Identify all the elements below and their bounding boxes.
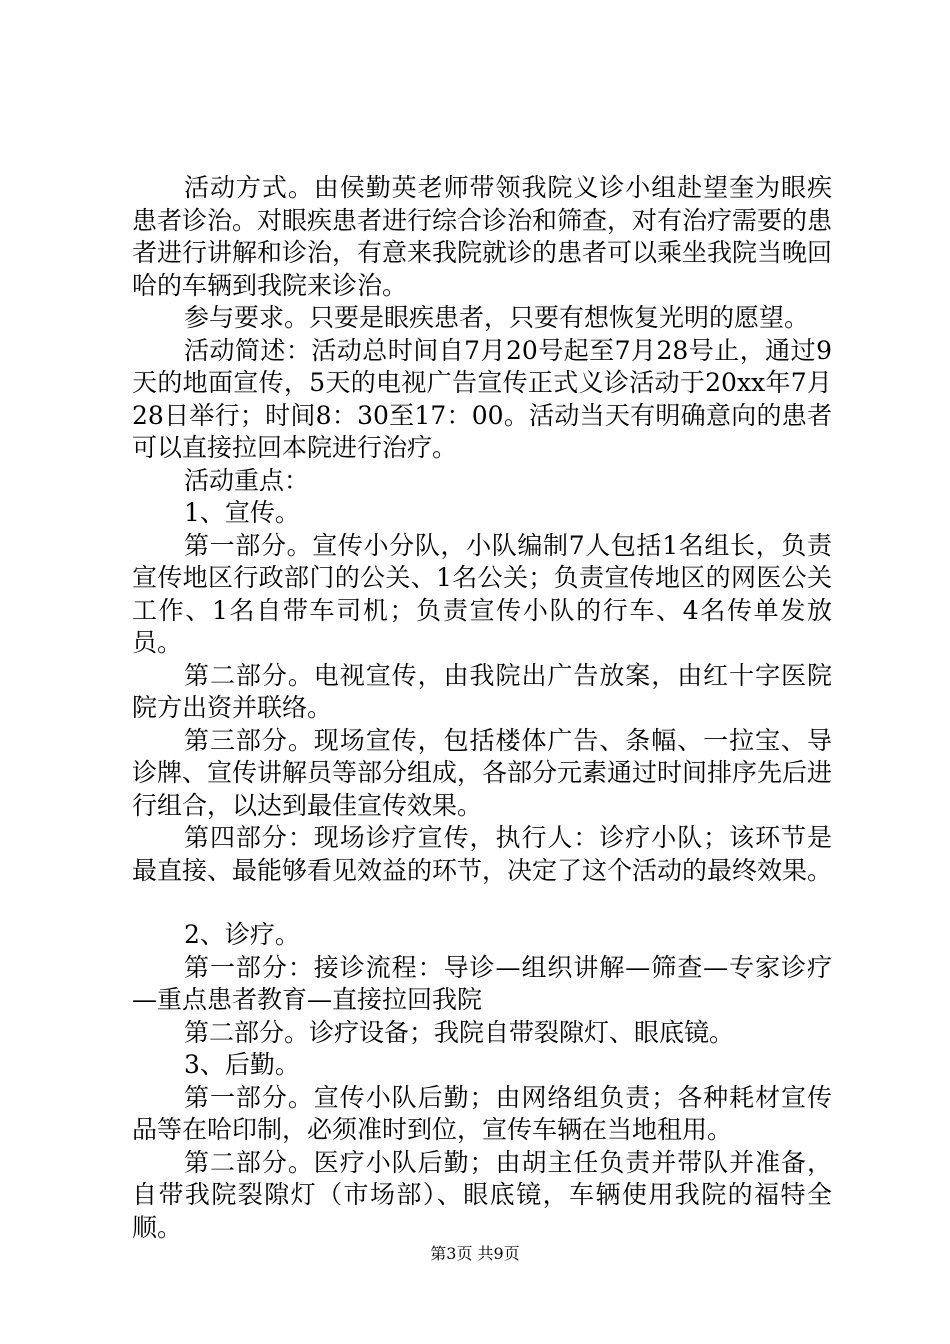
paragraph-publicity-part-2: 第二部分。电视宣传，由我院出广告放案，由红十字医院院方出资并联络。 [132,660,832,722]
paragraph-diagnosis-part-2: 第二部分。诊疗设备；我院自带裂隙灯、眼底镜。 [184,1017,735,1047]
paragraph-activity-focus: 活动重点： [184,465,310,495]
paragraph-publicity-part-4: 第四部分：现场诊疗宣传，执行人：诊疗小队；该环节是最直接、最能够看见效益的环节，决定了这个活动的最终效果。 [132,823,833,885]
heading-diagnosis: 2、诊疗。 [184,920,300,949]
paragraph-activity-summary: 活动简述：活动总时间自7月20号起至7月28号止，通过9天的地面宣传，5天的电视广告宣传正式义诊活动于20xx年7月28日举行；时间8：30至17：00。活动当天有明确意向的患者可以直接拉回本院进行治疗。 [132,335,832,462]
blank-line [132,887,832,919]
paragraph-participation-requirement: 参与要求。只要是眼疾患者，只要有想恢复光明的愿望。 [184,303,810,332]
heading-logistics: 3、后勤。 [184,1050,300,1079]
heading-publicity: 1、宣传。 [184,498,300,527]
paragraph-publicity-part-1: 第一部分。宣传小分队，小队编制7人包括1名组长，负责宣传地区行政部门的公关、1名公关；负责宣传地区的网医公关工作、1名自带车司机；负责宣传小队的行车、4名传单发放员。 [132,530,832,657]
paragraph-publicity-part-3: 第三部分。现场宣传，包括楼体广告、条幅、一拉宝、导诊牌、宣传讲解员等部分组成，各部分元素通过时间排序先后进行组合，以达到最佳宣传效果。 [132,725,833,820]
document-body [132,172,832,1244]
paragraph-logistics-part-2: 第二部分。医疗小队后勤；由胡主任负责并带队并准备，自带我院裂隙灯（市场部）、眼底镜，车辆使用我院的福特全顺。 [132,1147,832,1242]
paragraph-diagnosis-part-1: 第一部分：接诊流程：导诊—组织讲解—筛查—专家诊疗—重点患者教育—直接拉回我院 [132,952,832,1014]
paragraph-logistics-part-1: 第一部分。宣传小队后勤；由网络组负责；各种耗材宣传品等在哈印制，必须准时到位，宣传车辆在当地租用。 [132,1082,832,1144]
page-footer: 第3页 共9页 [430,1244,520,1263]
paragraph-activity-method: 活动方式。由侯勤英老师带领我院义诊小组赴望奎为眼疾患者诊治。对眼疾患者进行综合诊治和筛查，对有治疗需要的患者进行讲解和诊治，有意来我院就诊的患者可以乘坐我院当晚回哈的车辆到我院来诊治。 [132,173,833,300]
